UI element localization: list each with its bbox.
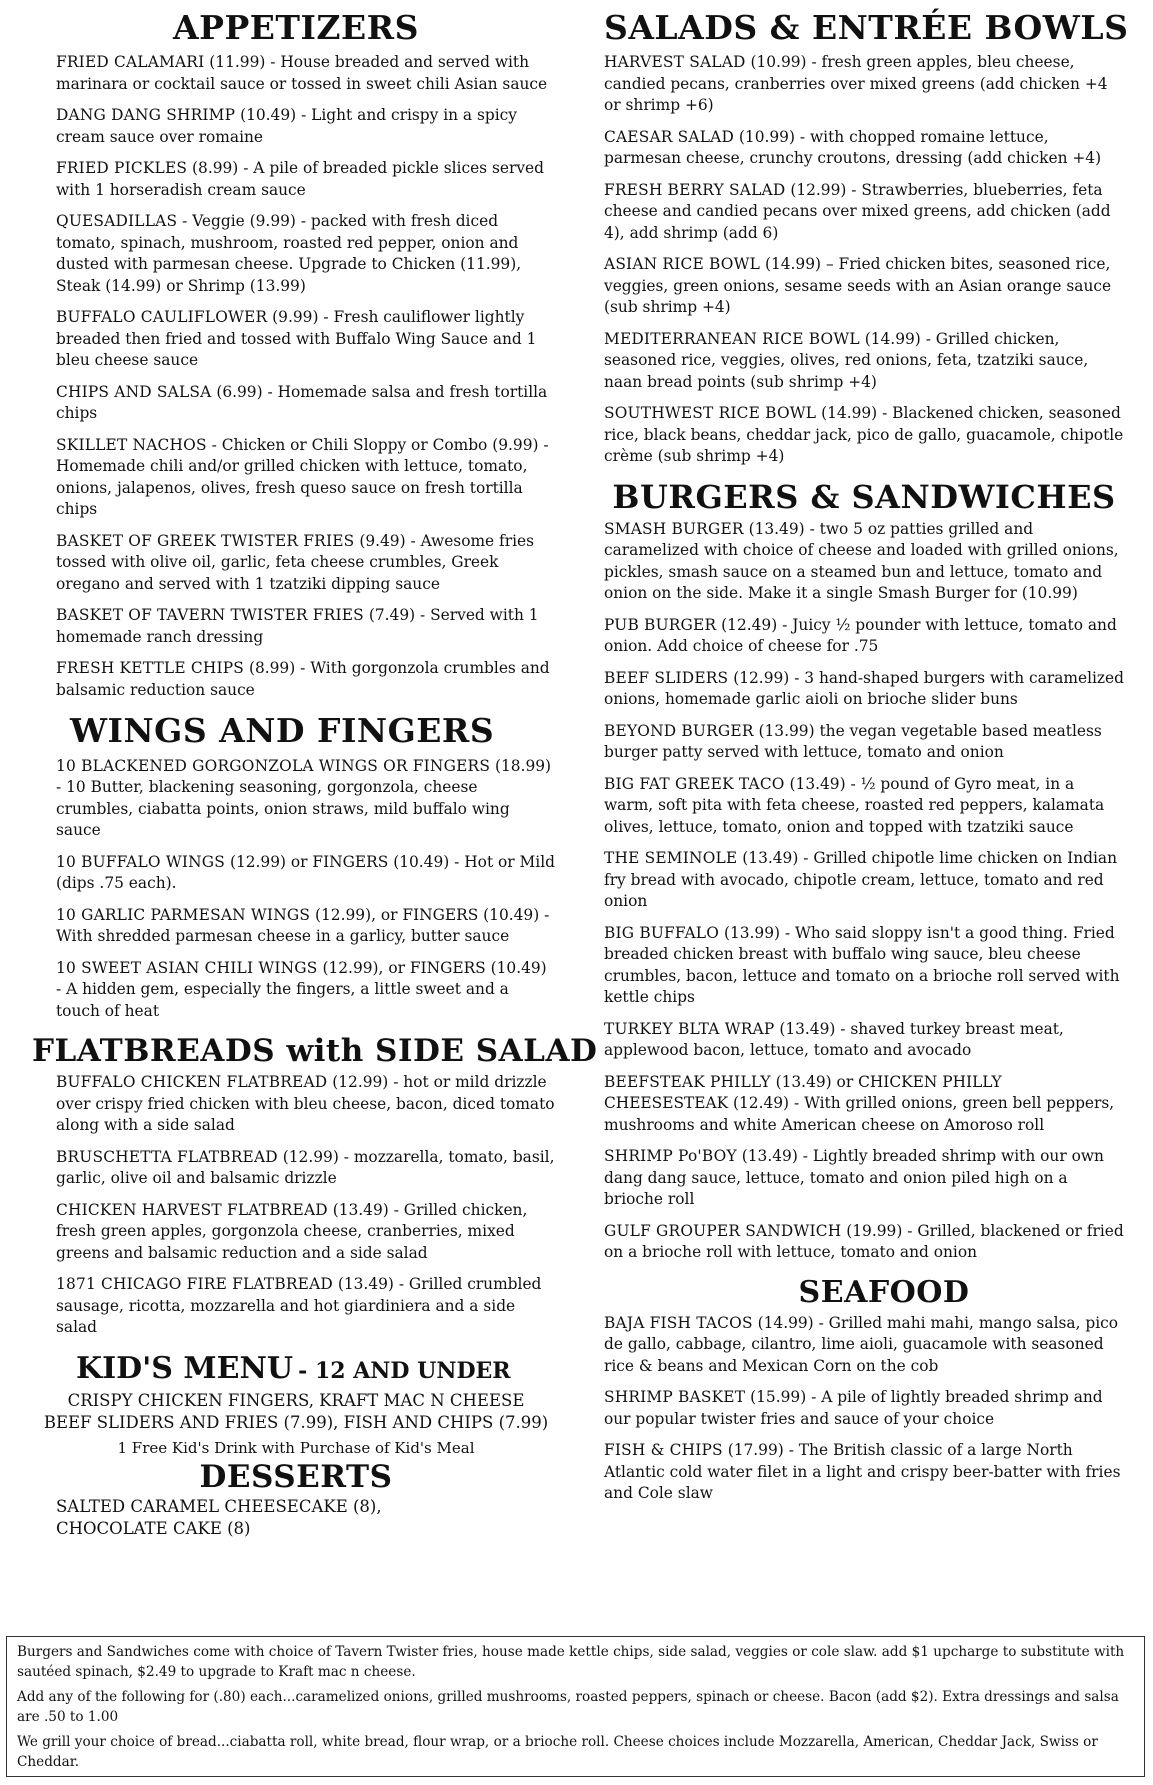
menu-item: [56, 958, 556, 1023]
menu-item-name: MEDITERRANEAN RICE BOWL: [604, 329, 860, 348]
menu-item-name: CHICKEN HARVEST FLATBREAD: [56, 1200, 328, 1219]
menu-item-name: BEEFSTEAK PHILLY: [604, 1072, 771, 1091]
desserts-heading: DESSERTS: [199, 1458, 393, 1495]
menu-item-price: (12.99), or FINGERS (10.49): [322, 958, 547, 977]
menu-item-name: 10 BUFFALO WINGS: [56, 852, 226, 871]
menu-item-price: (12.99) or FINGERS (10.49): [229, 852, 450, 871]
menu-item-description: - Who said sloppy isn't a good thing. Fried breaded chicken breast with buffalo wing sauce, bleu cheese crumbles, bacon, lettuce and tomato on a brioche roll served with kettle chips: [604, 923, 1120, 1007]
menu-item-name: CAESAR SALAD: [604, 127, 734, 146]
appetizers-list: [56, 52, 556, 711]
menu-item: [56, 52, 556, 95]
menu-item-price: (13.49): [332, 1200, 389, 1219]
appetizers-heading: APPETIZERS: [173, 8, 419, 47]
wings-list: [56, 756, 556, 1033]
menu-item-description: - fresh green apples, bleu cheese, candied pecans, cranberries over mixed greens (add chicken +4 or shrimp +6): [604, 53, 1108, 115]
menu-item-description: - Juicy ½ pounder with lettuce, tomato and onion. Add choice of cheese for .75: [604, 615, 1117, 656]
menu-item-name: SMASH BURGER: [604, 519, 744, 538]
right-column: [604, 6, 1129, 1515]
footer-note-addons: Add any of the following for (.80) each...caramelized onions, grilled mushrooms, roasted peppers, spinach or cheese. Bacon (add $2). Extra dressings and salsa are .50 to 1.00: [17, 1689, 1119, 1725]
menu-item-price: (12.49): [721, 615, 778, 634]
menu-item-description: - Grilled chicken, fresh green apples, gorgonzola cheese, cranberries, mixed greens and balsamic reduction and a side salad: [56, 1200, 528, 1262]
menu-item-name: BASKET OF TAVERN TWISTER FRIES: [56, 606, 364, 625]
menu-item-price: (10.49): [240, 106, 297, 125]
menu-item-price: (7.49): [368, 606, 416, 625]
menu-item: [604, 180, 1124, 245]
menu-item-price: (13.49) or CHICKEN PHILLY CHEESESTEAK (12.49): [604, 1072, 1002, 1113]
menu-item-name: BRUSCHETTA FLATBREAD: [56, 1147, 278, 1166]
menu-item-name: SOUTHWEST RICE BOWL: [604, 404, 817, 423]
flatbreads-heading: FLATBREADS with SIDE SALAD: [32, 1033, 598, 1070]
menu-item-price: (13.49): [337, 1275, 394, 1294]
menu-item-description: - With gorgonzola crumbles and balsamic reduction sauce: [56, 659, 550, 699]
menu-item: [604, 1072, 1124, 1137]
menu-item: [604, 403, 1124, 468]
menu-item-description: - Served with 1 homemade ranch dressing: [56, 606, 539, 646]
footer-notes: [6, 1636, 1145, 1777]
menu-item-description: the vegan vegetable based meatless burger patty served with lettuce, tomato and onion: [604, 721, 1102, 762]
menu-item-description: - 10 Butter, blackening seasoning, gorgonzola, cheese crumbles, ciabatta points, onion straws, mild buffalo wing sauce: [56, 778, 510, 840]
menu-item-price: (19.99): [846, 1221, 903, 1240]
menu-item-description: - Grilled, blackened or fried on a brioche roll with lettuce, tomato and onion: [604, 1221, 1124, 1262]
menu-item-name: CHIPS AND SALSA: [56, 382, 212, 401]
menu-item-description: - Homemade salsa and fresh tortilla chips: [56, 382, 548, 423]
menu-item-price: (18.99): [494, 756, 552, 775]
menu-item: [56, 658, 556, 701]
menu-item-price: (12.99): [790, 180, 847, 199]
menu-item-price: (13.49): [742, 849, 799, 868]
menu-item-name: FRIED PICKLES: [56, 159, 188, 178]
kids-title: KID'S MENU: [76, 1350, 294, 1386]
menu-item-name: GULF GROUPER SANDWICH: [604, 1221, 842, 1240]
menu-item-description: - Blackened chicken, seasoned rice, black beans, cheddar jack, pico de gallo, guacamole, chipotle crème (sub shrimp +4): [604, 404, 1124, 466]
menu-item-name: DANG DANG SHRIMP: [56, 106, 236, 125]
menu-item-description: - Hot or Mild (dips .75 each).: [56, 852, 556, 893]
menu-item-name: QUESADILLAS: [56, 212, 178, 231]
menu-item-description: – Fried chicken bites, seasoned rice, veggies, green onions, sesame seeds with an Asian orange sauce (sub shrimp +4): [604, 255, 1112, 317]
menu-item-description: - With shredded parmesan cheese in a garlicy, butter sauce: [56, 905, 550, 946]
kids-line-2: BEEF SLIDERS AND FRIES (7.99), FISH AND CHIPS (7.99): [43, 1412, 549, 1432]
footer-note-sides: Burgers and Sandwiches come with choice of Tavern Twister fries, house made kettle chips, side salad, veggies or cole slaw. add $1 upcharge to substitute with sautéed spinach, $2.49 to upgrade to Kraft mac n cheese.: [17, 1644, 1125, 1680]
menu-item-price: (13.49): [779, 1019, 836, 1038]
menu-item: [56, 435, 556, 521]
salads-heading: SALADS & ENTRÉE BOWLS: [604, 8, 1129, 47]
menu-item-price: (11.99): [209, 53, 266, 72]
menu-item: [56, 1200, 556, 1265]
menu-item-price: (13.99): [723, 923, 781, 942]
menu-item-price: - Chicken or Chili Sloppy or Combo (9.99): [211, 435, 539, 454]
menu-item: [604, 1313, 1124, 1378]
menu-item-description: - Grilled crumbled sausage, ricotta, mozzarella and hot giardiniera and a side salad: [56, 1275, 542, 1337]
kids-note: 1 Free Kid's Drink with Purchase of Kid's Meal: [117, 1438, 475, 1457]
menu-item-name: FRESH BERRY SALAD: [604, 180, 786, 199]
menu-item: [56, 158, 556, 201]
menu-item-name: 10 SWEET ASIAN CHILI WINGS: [56, 958, 318, 977]
menu-item: [604, 1146, 1124, 1211]
salads-list: [604, 52, 1124, 478]
menu-item-name: 1871 CHICAGO FIRE FLATBREAD: [56, 1275, 333, 1294]
menu-item: [604, 721, 1124, 764]
menu-item: [604, 519, 1124, 605]
menu-item-name: SHRIMP Po'BOY: [604, 1147, 737, 1166]
menu-item: [56, 307, 556, 372]
menu-item-description: - Grilled chipotle lime chicken on Indian fry bread with avocado, chipotle cream, lettuce, tomato and red onion: [604, 849, 1117, 911]
menu-item-description: - Strawberries, blueberries, feta cheese and candied pecans over mixed greens, add chicken (add 4), add shrimp (add 6): [604, 180, 1111, 242]
menu-item-price: (10.99): [750, 53, 807, 72]
menu-item-price: (17.99): [727, 1441, 784, 1460]
menu-item-price: (14.99): [864, 329, 921, 348]
burgers-list: [604, 519, 1124, 1274]
menu-item-price: - Veggie (9.99): [182, 212, 296, 231]
menu-item-description: - Lightly breaded shrimp with our own dang dang sauce, lettuce, tomato and onion piled high on a brioche roll: [604, 1147, 1104, 1209]
menu-item: [56, 1274, 556, 1339]
menu-item-description: - packed with fresh diced tomato, spinach, mushroom, roasted red pepper, onion and dusted with parmesan cheese. Upgrade to Chicken (11.99), Steak (14.99) or Shrimp (13.99): [56, 212, 522, 295]
menu-item-price: (8.99): [248, 659, 296, 678]
menu-item-price: (6.99): [216, 382, 263, 401]
menu-item-name: BAJA FISH TACOS: [604, 1313, 753, 1332]
menu-item-description: - Fresh cauliflower lightly breaded then fried and tossed with Buffalo Wing Sauce and 1 bleu cheese sauce: [56, 308, 537, 370]
menu-item-description: - mozzarella, tomato, basil, garlic, olive oil and balsamic drizzle: [56, 1147, 555, 1188]
seafood-list: [604, 1313, 1124, 1515]
menu-item-name: PUB BURGER: [604, 615, 717, 634]
menu-item-name: FRIED CALAMARI: [56, 53, 205, 72]
menu-item: [604, 127, 1124, 170]
burgers-heading: BURGERS & SANDWICHES: [612, 477, 1116, 516]
kids-line-1: CRISPY CHICKEN FINGERS, KRAFT MAC N CHEESE: [67, 1390, 525, 1410]
menu-item: [604, 1440, 1124, 1505]
menu-item-price: (15.99): [750, 1388, 807, 1407]
menu-item-name: 10 BLACKENED GORGONZOLA WINGS OR FINGERS: [56, 756, 491, 775]
menu-item-price: (14.99): [821, 404, 878, 423]
menu-item-name: BEYOND BURGER: [604, 721, 754, 740]
menu-item-description: - Grilled chicken, seasoned rice, veggies, olives, red onions, feta, tzatziki sauce, naan bread points (sub shrimp +4): [604, 329, 1089, 391]
menu-item-price: (12.99): [332, 1073, 389, 1092]
desserts-line-2: CHOCOLATE CAKE (8): [56, 1518, 251, 1538]
menu-item-name: BIG BUFFALO: [604, 923, 720, 942]
menu-item-name: BIG FAT GREEK TACO: [604, 774, 785, 793]
menu-item-name: TURKEY BLTA WRAP: [604, 1019, 775, 1038]
menu-item-description: - ½ pound of Gyro meat, in a warm, soft pita with feta cheese, roasted red peppers, kalamata olives, lettuce, tomato, onion and topped with tzatziki sauce: [604, 774, 1105, 836]
menu-item: [56, 1072, 556, 1137]
menu-item: [56, 1147, 556, 1190]
menu-item-name: SKILLET NACHOS: [56, 435, 207, 454]
menu-item: [56, 382, 556, 425]
menu-item-name: BEEF SLIDERS: [604, 668, 729, 687]
menu-item: [604, 615, 1124, 658]
menu-item-description: - Light and crispy in a spicy cream sauce over romaine: [56, 106, 517, 146]
menu-item-description: - With grilled onions, green bell peppers, mushrooms and white American cheese on Amoroso roll: [604, 1094, 1115, 1134]
seafood-heading: SEAFOOD: [798, 1274, 970, 1310]
menu-item-price: (13.49): [748, 519, 805, 538]
menu-item-name: ASIAN RICE BOWL: [604, 255, 761, 274]
menu-item-name: THE SEMINOLE: [604, 849, 738, 868]
desserts-line-1: SALTED CARAMEL CHEESECAKE (8),: [56, 1496, 382, 1516]
menu-item: [604, 923, 1124, 1009]
menu-item-description: - A hidden gem, especially the fingers, a little sweet and a touch of heat: [56, 980, 509, 1020]
menu-item-description: - two 5 oz patties grilled and caramelized with choice of cheese and loaded with grilled onions, pickles, smash sauce on a steamed bun and lettuce, tomato and onion on the side. Make it a single Smash Burger for (10.99): [604, 519, 1119, 603]
menu-item-name: SHRIMP BASKET: [604, 1388, 746, 1407]
menu-item: [56, 211, 556, 297]
menu-item: [56, 105, 556, 148]
menu-item-price: (12.99), or FINGERS (10.49): [315, 905, 540, 924]
menu-item: [604, 668, 1124, 711]
kids-heading: [76, 1351, 556, 1386]
menu-item: [56, 852, 556, 895]
menu-item-description: - shaved turkey breast meat, applewood bacon, lettuce, tomato and avocado: [604, 1019, 1064, 1060]
menu-item-description: - A pile of breaded pickle slices served with 1 horseradish cream sauce: [56, 159, 544, 199]
menu-item-description: - Grilled mahi mahi, mango salsa, pico de gallo, cabbage, cilantro, lime aioli, guacamole with seasoned rice & beans and Mexican Corn on the cob: [604, 1313, 1119, 1375]
menu-item-description: - A pile of lightly breaded shrimp and our popular twister fries and sauce of your choice: [604, 1388, 1103, 1428]
wings-heading: WINGS AND FINGERS: [70, 711, 495, 751]
menu-item: [604, 1221, 1124, 1264]
menu-item-price: (14.99): [764, 255, 822, 274]
menu-item-price: (9.99): [272, 308, 319, 327]
menu-item-price: (9.49): [359, 531, 406, 550]
menu-item-name: HARVEST SALAD: [604, 53, 746, 72]
menu-item-name: BASKET OF GREEK TWISTER FRIES: [56, 531, 355, 550]
menu-item-name: 10 GARLIC PARMESAN WINGS: [56, 905, 311, 924]
menu-item-price: (10.99): [738, 127, 795, 146]
menu-item: [604, 329, 1124, 394]
menu-item-description: - The British classic of a large North Atlantic cold water filet in a light and crispy beer-batter with fries and Cole slaw: [604, 1441, 1121, 1503]
menu-item-price: (12.99): [282, 1147, 339, 1166]
menu-item-price: (12.99): [733, 668, 790, 687]
menu-item-description: - 3 hand-shaped burgers with caramelized onions, homemade garlic aioli on brioche slider buns: [604, 668, 1124, 709]
menu-item-name: BUFFALO CAULIFLOWER: [56, 308, 268, 327]
menu-item: [56, 605, 556, 648]
menu-item-price: (13.49): [789, 774, 846, 793]
menu-item-description: - Awesome fries tossed with olive oil, garlic, feta cheese crumbles, Greek oregano and served with 1 tzatziki dipping sauce: [56, 531, 535, 593]
menu-item-description: - with chopped romaine lettuce, parmesan cheese, crunchy croutons, dressing (add chicken +4): [604, 127, 1102, 168]
menu-item-price: (14.99): [757, 1313, 814, 1332]
menu-item: [604, 774, 1124, 839]
menu-item-name: BUFFALO CHICKEN FLATBREAD: [56, 1073, 328, 1092]
menu-item-description: - Homemade chili and/or grilled chicken with lettuce, tomato, onions, jalapenos, olives, fresh queso sauce on fresh tortilla chips: [56, 435, 549, 519]
menu-item-price: (8.99): [192, 159, 239, 178]
menu-item: [604, 254, 1124, 319]
left-column: [32, 6, 598, 1540]
kids-subtitle: - 12 AND UNDER: [298, 1357, 511, 1384]
flatbreads-list: [56, 1072, 556, 1349]
footer-note-breads: We grill your choice of bread...ciabatta roll, white bread, flour wrap, or a brioche roll. Cheese choices include Mozzarella, American, Cheddar Jack, Swiss or Cheddar.: [17, 1734, 1098, 1770]
menu-item: [56, 756, 556, 842]
menu-item-price: (13.99): [758, 721, 815, 740]
menu-item-description: - hot or mild drizzle over crispy fried chicken with bleu cheese, bacon, diced tomato along with a side salad: [56, 1073, 555, 1135]
menu-item-name: FISH & CHIPS: [604, 1441, 723, 1460]
menu-item-name: FRESH KETTLE CHIPS: [56, 659, 245, 678]
menu-item: [56, 531, 556, 596]
menu-item: [604, 52, 1124, 117]
menu-item: [604, 848, 1124, 913]
menu-item-price: (13.49): [741, 1147, 798, 1166]
menu-item: [604, 1019, 1124, 1062]
menu-item: [604, 1387, 1124, 1430]
menu-item-description: - House breaded and served with marinara or cocktail sauce or tossed in sweet chili Asian sauce: [56, 53, 548, 93]
menu-item: [56, 905, 556, 948]
